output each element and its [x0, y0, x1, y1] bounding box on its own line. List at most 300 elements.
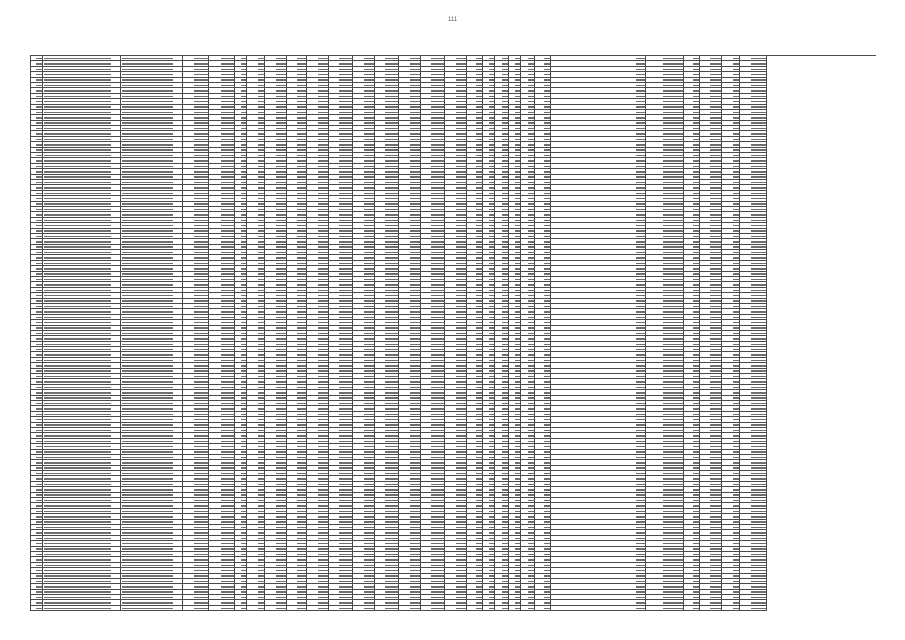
cell-text-placeholder — [544, 338, 550, 340]
cell-text-placeholder — [693, 360, 699, 362]
cell-text-placeholder — [122, 300, 173, 302]
cell-text-placeholder — [36, 209, 42, 211]
cell-text-placeholder — [544, 430, 550, 432]
cell-text-placeholder — [476, 408, 482, 410]
cell-text-placeholder — [194, 478, 208, 480]
cell-text-placeholder — [276, 69, 286, 71]
cell-text-placeholder — [431, 414, 444, 416]
cell-text-placeholder — [502, 74, 508, 76]
cell-text-placeholder — [489, 311, 494, 313]
cell-text-placeholder — [339, 327, 352, 329]
cell-text-placeholder — [364, 521, 374, 523]
cell-text-placeholder — [476, 144, 482, 146]
cell-text-placeholder — [515, 457, 520, 459]
cell-text-placeholder — [431, 430, 444, 432]
cell-text-placeholder — [221, 397, 234, 399]
cell-text-placeholder — [476, 360, 482, 362]
cell-text-placeholder — [241, 257, 246, 259]
cell-text-placeholder — [663, 198, 683, 200]
cell-text-placeholder — [710, 494, 721, 496]
cell-text-placeholder — [241, 414, 246, 416]
cell-text-placeholder — [528, 317, 534, 319]
cell-text-placeholder — [489, 381, 494, 383]
cell-text-placeholder — [528, 252, 534, 254]
cell-text-placeholder — [276, 58, 286, 60]
cell-text-placeholder — [122, 112, 173, 114]
cell-text-placeholder — [528, 214, 534, 216]
cell-text-placeholder — [318, 344, 328, 346]
cell-text-placeholder — [339, 295, 352, 297]
cell-text-placeholder — [297, 209, 306, 211]
cell-text-placeholder — [385, 225, 398, 227]
cell-text-placeholder — [36, 295, 42, 297]
cell-text-placeholder — [221, 419, 234, 421]
cell-text-placeholder — [318, 300, 328, 302]
cell-text-placeholder — [544, 58, 550, 60]
cell-text-placeholder — [194, 252, 208, 254]
cell-text-placeholder — [258, 112, 264, 114]
cell-text-placeholder — [751, 74, 766, 76]
cell-text-placeholder — [258, 225, 264, 227]
cell-text-placeholder — [44, 230, 111, 232]
cell-text-placeholder — [733, 511, 739, 513]
cell-text-placeholder — [297, 290, 306, 292]
cell-text-placeholder — [194, 354, 208, 356]
cell-text-placeholder — [528, 414, 534, 416]
cell-text-placeholder — [194, 79, 208, 81]
cell-text-placeholder — [544, 516, 550, 518]
cell-text-placeholder — [194, 176, 208, 178]
cell-text-placeholder — [364, 344, 374, 346]
cell-text-placeholder — [410, 263, 420, 265]
cell-text-placeholder — [751, 408, 766, 410]
cell-text-placeholder — [258, 273, 264, 275]
cell-text-placeholder — [194, 58, 208, 60]
cell-text-placeholder — [663, 85, 683, 87]
cell-text-placeholder — [710, 338, 721, 340]
cell-text-placeholder — [364, 494, 374, 496]
cell-text-placeholder — [733, 360, 739, 362]
cell-text-placeholder — [122, 139, 173, 141]
cell-text-placeholder — [693, 403, 699, 405]
cell-text-placeholder — [258, 284, 264, 286]
cell-text-placeholder — [476, 484, 482, 486]
cell-text-placeholder — [221, 63, 234, 65]
cell-text-placeholder — [221, 284, 234, 286]
cell-text-placeholder — [44, 295, 111, 297]
cell-text-placeholder — [410, 220, 420, 222]
cell-text-placeholder — [241, 182, 246, 184]
cell-text-placeholder — [241, 209, 246, 211]
cell-text-placeholder — [751, 403, 766, 405]
cell-text-placeholder — [318, 403, 328, 405]
cell-text-placeholder — [258, 327, 264, 329]
cell-text-placeholder — [241, 435, 246, 437]
cell-text-placeholder — [663, 122, 683, 124]
cell-text-placeholder — [636, 441, 645, 443]
cell-text-placeholder — [44, 166, 111, 168]
cell-text-placeholder — [751, 241, 766, 243]
cell-text-placeholder — [44, 209, 111, 211]
cell-text-placeholder — [733, 176, 739, 178]
cell-text-placeholder — [663, 279, 683, 281]
cell-text-placeholder — [710, 230, 721, 232]
cell-text-placeholder — [194, 117, 208, 119]
cell-text-placeholder — [489, 478, 494, 480]
cell-text-placeholder — [276, 63, 286, 65]
cell-text-placeholder — [241, 317, 246, 319]
cell-text-placeholder — [502, 462, 508, 464]
cell-text-placeholder — [733, 198, 739, 200]
cell-text-placeholder — [456, 166, 466, 168]
cell-text-placeholder — [502, 101, 508, 103]
cell-text-placeholder — [663, 290, 683, 292]
cell-text-placeholder — [36, 101, 42, 103]
cell-text-placeholder — [318, 236, 328, 238]
cell-text-placeholder — [710, 327, 721, 329]
cell-text-placeholder — [663, 451, 683, 453]
cell-text-placeholder — [122, 203, 173, 205]
cell-text-placeholder — [44, 133, 111, 135]
cell-text-placeholder — [751, 317, 766, 319]
cell-text-placeholder — [339, 397, 352, 399]
cell-text-placeholder — [502, 290, 508, 292]
cell-text-placeholder — [710, 430, 721, 432]
cell-text-placeholder — [693, 376, 699, 378]
cell-text-placeholder — [36, 139, 42, 141]
cell-text-placeholder — [258, 252, 264, 254]
cell-text-placeholder — [693, 246, 699, 248]
cell-text-placeholder — [502, 516, 508, 518]
cell-text-placeholder — [431, 273, 444, 275]
cell-text-placeholder — [515, 387, 520, 389]
cell-text-placeholder — [476, 489, 482, 491]
cell-text-placeholder — [528, 63, 534, 65]
cell-text-placeholder — [410, 106, 420, 108]
cell-text-placeholder — [693, 489, 699, 491]
cell-text-placeholder — [364, 381, 374, 383]
cell-text-placeholder — [476, 236, 482, 238]
cell-text-placeholder — [476, 182, 482, 184]
cell-text-placeholder — [502, 122, 508, 124]
cell-text-placeholder — [544, 505, 550, 507]
cell-text-placeholder — [339, 478, 352, 480]
cell-text-placeholder — [339, 139, 352, 141]
cell-text-placeholder — [276, 306, 286, 308]
cell-text-placeholder — [339, 236, 352, 238]
cell-text-placeholder — [241, 354, 246, 356]
cell-text-placeholder — [733, 182, 739, 184]
cell-text-placeholder — [544, 122, 550, 124]
cell-text-placeholder — [693, 225, 699, 227]
cell-text-placeholder — [544, 236, 550, 238]
cell-text-placeholder — [636, 133, 645, 135]
cell-text-placeholder — [502, 441, 508, 443]
cell-text-placeholder — [693, 446, 699, 448]
cell-text-placeholder — [364, 333, 374, 335]
cell-text-placeholder — [663, 166, 683, 168]
cell-text-placeholder — [44, 414, 111, 416]
cell-text-placeholder — [544, 284, 550, 286]
cell-text-placeholder — [385, 209, 398, 211]
cell-text-placeholder — [297, 478, 306, 480]
cell-text-placeholder — [528, 106, 534, 108]
cell-text-placeholder — [502, 360, 508, 362]
cell-text-placeholder — [456, 241, 466, 243]
cell-text-placeholder — [456, 349, 466, 351]
cell-text-placeholder — [410, 521, 420, 523]
cell-text-placeholder — [258, 268, 264, 270]
cell-text-placeholder — [221, 246, 234, 248]
cell-text-placeholder — [339, 225, 352, 227]
cell-text-placeholder — [476, 246, 482, 248]
cell-text-placeholder — [297, 198, 306, 200]
cell-text-placeholder — [456, 139, 466, 141]
cell-text-placeholder — [410, 424, 420, 426]
cell-text-placeholder — [297, 403, 306, 405]
cell-text-placeholder — [431, 263, 444, 265]
cell-text-placeholder — [733, 193, 739, 195]
cell-text-placeholder — [502, 403, 508, 405]
cell-text-placeholder — [515, 268, 520, 270]
cell-text-placeholder — [364, 290, 374, 292]
cell-text-placeholder — [36, 257, 42, 259]
cell-text-placeholder — [476, 257, 482, 259]
cell-text-placeholder — [339, 414, 352, 416]
cell-text-placeholder — [318, 295, 328, 297]
cell-text-placeholder — [693, 273, 699, 275]
cell-text-placeholder — [544, 203, 550, 205]
cell-text-placeholder — [44, 139, 111, 141]
cell-text-placeholder — [194, 441, 208, 443]
cell-text-placeholder — [528, 155, 534, 157]
cell-text-placeholder — [489, 365, 494, 367]
cell-text-placeholder — [258, 317, 264, 319]
cell-text-placeholder — [241, 430, 246, 432]
cell-text-placeholder — [528, 128, 534, 130]
cell-text-placeholder — [364, 338, 374, 340]
cell-text-placeholder — [194, 220, 208, 222]
cell-text-placeholder — [385, 478, 398, 480]
cell-text-placeholder — [528, 117, 534, 119]
cell-text-placeholder — [339, 338, 352, 340]
cell-text-placeholder — [385, 360, 398, 362]
cell-text-placeholder — [636, 176, 645, 178]
cell-text-placeholder — [693, 365, 699, 367]
cell-text-placeholder — [710, 268, 721, 270]
cell-text-placeholder — [733, 90, 739, 92]
cell-text-placeholder — [410, 149, 420, 151]
cell-text-placeholder — [710, 441, 721, 443]
cell-text-placeholder — [194, 333, 208, 335]
cell-text-placeholder — [276, 370, 286, 372]
cell-text-placeholder — [693, 166, 699, 168]
cell-text-placeholder — [710, 446, 721, 448]
cell-text-placeholder — [636, 74, 645, 76]
cell-text-placeholder — [258, 63, 264, 65]
cell-text-placeholder — [364, 419, 374, 421]
cell-text-placeholder — [733, 322, 739, 324]
cell-text-placeholder — [241, 311, 246, 313]
cell-text-placeholder — [515, 322, 520, 324]
cell-text-placeholder — [710, 392, 721, 394]
cell-text-placeholder — [385, 193, 398, 195]
cell-text-placeholder — [297, 79, 306, 81]
cell-text-placeholder — [476, 322, 482, 324]
cell-text-placeholder — [733, 462, 739, 464]
cell-text-placeholder — [258, 397, 264, 399]
cell-text-placeholder — [431, 511, 444, 513]
cell-text-placeholder — [528, 96, 534, 98]
cell-text-placeholder — [544, 96, 550, 98]
cell-text-placeholder — [276, 478, 286, 480]
cell-text-placeholder — [515, 338, 520, 340]
cell-text-placeholder — [544, 252, 550, 254]
cell-text-placeholder — [528, 424, 534, 426]
cell-text-placeholder — [44, 290, 111, 292]
cell-text-placeholder — [194, 225, 208, 227]
cell-text-placeholder — [663, 117, 683, 119]
cell-text-placeholder — [693, 284, 699, 286]
cell-text-placeholder — [241, 527, 246, 529]
cell-text-placeholder — [297, 317, 306, 319]
cell-text-placeholder — [318, 176, 328, 178]
cell-text-placeholder — [693, 149, 699, 151]
cell-text-placeholder — [194, 273, 208, 275]
cell-text-placeholder — [194, 106, 208, 108]
cell-text-placeholder — [636, 263, 645, 265]
cell-text-placeholder — [456, 209, 466, 211]
cell-text-placeholder — [258, 300, 264, 302]
cell-text-placeholder — [663, 424, 683, 426]
cell-text-placeholder — [241, 230, 246, 232]
cell-text-placeholder — [339, 268, 352, 270]
cell-text-placeholder — [318, 214, 328, 216]
cell-text-placeholder — [733, 473, 739, 475]
cell-text-placeholder — [544, 451, 550, 453]
cell-text-placeholder — [44, 494, 111, 496]
cell-text-placeholder — [364, 63, 374, 65]
cell-text-placeholder — [44, 441, 111, 443]
cell-text-placeholder — [364, 209, 374, 211]
cell-text-placeholder — [297, 112, 306, 114]
cell-text-placeholder — [318, 322, 328, 324]
cell-text-placeholder — [528, 112, 534, 114]
cell-text-placeholder — [751, 182, 766, 184]
cell-text-placeholder — [710, 473, 721, 475]
cell-text-placeholder — [693, 182, 699, 184]
cell-text-placeholder — [733, 295, 739, 297]
cell-text-placeholder — [431, 225, 444, 227]
cell-text-placeholder — [221, 322, 234, 324]
cell-text-placeholder — [456, 290, 466, 292]
cell-text-placeholder — [489, 74, 494, 76]
cell-text-placeholder — [410, 139, 420, 141]
cell-text-placeholder — [515, 236, 520, 238]
cell-text-placeholder — [431, 527, 444, 529]
cell-text-placeholder — [258, 484, 264, 486]
cell-text-placeholder — [693, 58, 699, 60]
cell-text-placeholder — [36, 90, 42, 92]
cell-text-placeholder — [385, 284, 398, 286]
cell-text-placeholder — [710, 128, 721, 130]
cell-text-placeholder — [36, 419, 42, 421]
cell-text-placeholder — [710, 79, 721, 81]
cell-text-placeholder — [221, 344, 234, 346]
cell-text-placeholder — [297, 279, 306, 281]
cell-text-placeholder — [297, 74, 306, 76]
cell-text-placeholder — [318, 79, 328, 81]
cell-text-placeholder — [364, 176, 374, 178]
cell-text-placeholder — [221, 430, 234, 432]
cell-text-placeholder — [515, 58, 520, 60]
cell-text-placeholder — [476, 516, 482, 518]
cell-text-placeholder — [221, 273, 234, 275]
cell-text-placeholder — [318, 182, 328, 184]
cell-text-placeholder — [476, 220, 482, 222]
cell-text-placeholder — [385, 85, 398, 87]
cell-text-placeholder — [44, 273, 111, 275]
cell-text-placeholder — [456, 193, 466, 195]
cell-text-placeholder — [36, 284, 42, 286]
cell-text-placeholder — [385, 370, 398, 372]
cell-text-placeholder — [122, 414, 173, 416]
cell-text-placeholder — [297, 424, 306, 426]
cell-text-placeholder — [36, 430, 42, 432]
cell-text-placeholder — [221, 214, 234, 216]
cell-text-placeholder — [476, 166, 482, 168]
cell-text-placeholder — [663, 381, 683, 383]
cell-text-placeholder — [385, 521, 398, 523]
cell-text-placeholder — [663, 139, 683, 141]
cell-text-placeholder — [318, 85, 328, 87]
cell-text-placeholder — [515, 403, 520, 405]
cell-text-placeholder — [476, 500, 482, 502]
cell-text-placeholder — [476, 424, 482, 426]
cell-text-placeholder — [318, 360, 328, 362]
cell-text-placeholder — [194, 236, 208, 238]
cell-text-placeholder — [751, 446, 766, 448]
cell-text-placeholder — [636, 446, 645, 448]
cell-text-placeholder — [710, 451, 721, 453]
cell-text-placeholder — [258, 311, 264, 313]
cell-text-placeholder — [502, 79, 508, 81]
cell-text-placeholder — [258, 467, 264, 469]
cell-text-placeholder — [476, 63, 482, 65]
cell-text-placeholder — [515, 203, 520, 205]
cell-text-placeholder — [297, 101, 306, 103]
cell-text-placeholder — [710, 96, 721, 98]
cell-text-placeholder — [258, 349, 264, 351]
cell-text-placeholder — [636, 392, 645, 394]
cell-text-placeholder — [221, 171, 234, 173]
cell-text-placeholder — [410, 58, 420, 60]
cell-text-placeholder — [456, 203, 466, 205]
cell-text-placeholder — [297, 139, 306, 141]
cell-text-placeholder — [515, 241, 520, 243]
cell-text-placeholder — [456, 117, 466, 119]
cell-text-placeholder — [297, 252, 306, 254]
cell-text-placeholder — [36, 290, 42, 292]
cell-text-placeholder — [663, 214, 683, 216]
cell-text-placeholder — [456, 333, 466, 335]
cell-text-placeholder — [44, 74, 111, 76]
cell-text-placeholder — [339, 209, 352, 211]
cell-text-placeholder — [221, 203, 234, 205]
cell-text-placeholder — [710, 403, 721, 405]
cell-text-placeholder — [456, 133, 466, 135]
cell-text-placeholder — [318, 414, 328, 416]
